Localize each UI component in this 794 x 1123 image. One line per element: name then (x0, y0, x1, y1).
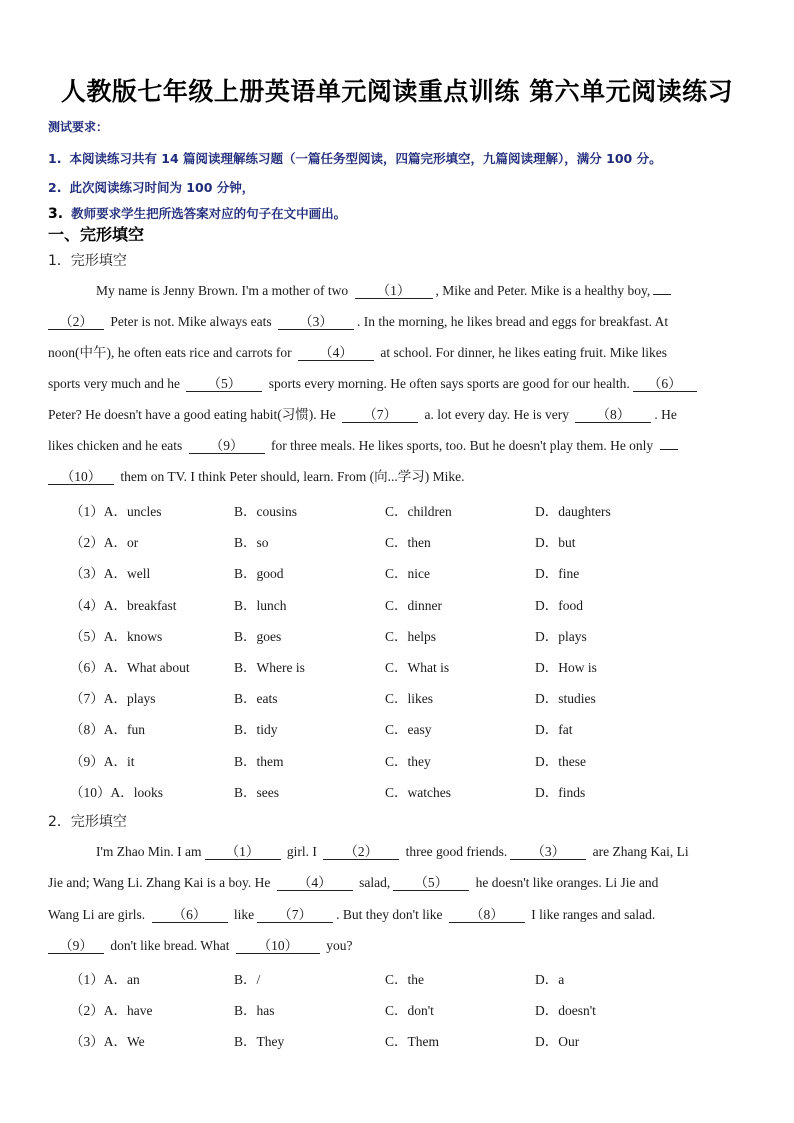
answer-blank[interactable]: （2） (323, 844, 399, 860)
passage-line (48, 906, 748, 924)
answer-blank[interactable]: （1） (355, 283, 433, 299)
answer-blank[interactable]: （5） (186, 376, 262, 392)
passage-text: . In the morning, he likes bread and eggs for breakfast. At (356, 314, 669, 329)
answer-blank[interactable]: （9） (48, 938, 104, 954)
option-a[interactable]: （7）A．plays (70, 691, 156, 706)
option-b[interactable]: B．goes (234, 629, 282, 644)
option-a[interactable]: （9）A．it (70, 754, 135, 769)
option-d[interactable]: D．daughters (535, 504, 611, 519)
option-d[interactable]: D．finds (535, 785, 586, 800)
option-b[interactable]: B．They (234, 1034, 285, 1049)
answer-blank[interactable]: （10） (48, 469, 114, 485)
passage-text: Jie and; Wang Li. Zhang Kai is a boy. He (48, 875, 274, 890)
answer-blank[interactable]: （6） (633, 376, 697, 392)
option-c[interactable]: C．likes (385, 691, 434, 706)
answer-blank[interactable]: （3） (510, 844, 586, 860)
options-row (70, 750, 760, 770)
answer-blank[interactable]: （2） (48, 314, 104, 330)
passage-text: for three meals. He likes sports, too. But he doesn't play them. He only (267, 438, 657, 453)
passage-text: like (230, 907, 255, 922)
option-a[interactable]: （2）A．or (70, 535, 139, 550)
requirement-item (48, 178, 254, 196)
passage-text: Wang Li are girls. (48, 907, 149, 922)
answer-blank[interactable] (660, 449, 678, 450)
option-d[interactable]: D．fat (535, 722, 573, 737)
answer-blank[interactable] (653, 294, 671, 295)
passage-text: a. lot every day. He is very (421, 407, 573, 422)
passage-text: sports very much and he (48, 376, 184, 391)
option-c[interactable]: C．nice (385, 566, 430, 581)
option-c[interactable]: C．Them (385, 1034, 439, 1049)
option-c[interactable]: C．the (385, 972, 424, 987)
passage-text: three good friends. (402, 844, 508, 859)
answer-blank[interactable]: （10） (236, 938, 320, 954)
option-b[interactable]: B．/ (234, 972, 261, 987)
passage-line (48, 406, 748, 424)
options-row (70, 594, 760, 614)
options-row (70, 531, 760, 551)
page-title: 人教版七年级上册英语单元阅读重点训练 第六单元阅读练习 (60, 77, 734, 106)
requirement-item (48, 149, 662, 167)
option-b[interactable]: B．sees (234, 785, 279, 800)
requirement-text: 此次阅读练习时间为 100 分钟， (69, 180, 255, 195)
passage-line (48, 282, 748, 300)
options-row (70, 968, 760, 988)
option-b[interactable]: B．lunch (234, 598, 287, 613)
passage-text: are Zhang Kai, Li (589, 844, 689, 859)
passage-line (48, 937, 748, 955)
passage-line (48, 843, 748, 861)
option-b[interactable]: B．cousins (234, 504, 298, 519)
passage-line (48, 375, 748, 393)
option-a[interactable]: （5）A．knows (70, 629, 163, 644)
options-row (70, 500, 760, 520)
option-d[interactable]: D．How is (535, 660, 597, 675)
requirement-text: 教师要求学生把所选答案对应的句子在文中画出。 (71, 206, 347, 221)
requirement-number: 3. (48, 206, 64, 222)
passage-text: Peter is not. Mike always eats (107, 314, 275, 329)
requirement-number: 1. (48, 151, 62, 166)
option-d[interactable]: D．fine (535, 566, 580, 581)
option-d[interactable]: D．but (535, 535, 576, 550)
options-row (70, 687, 760, 707)
passage-text: sports every morning. He often says sports are good for our health. (265, 376, 630, 391)
answer-blank[interactable]: （5） (393, 875, 469, 891)
option-d[interactable]: D．a (535, 972, 565, 987)
option-d[interactable]: D．Our (535, 1034, 580, 1049)
options-row (70, 1030, 760, 1050)
passage-text: don't like bread. What (107, 938, 233, 953)
answer-blank[interactable]: （7） (342, 407, 418, 423)
option-c[interactable]: C．dinner (385, 598, 442, 613)
question-label: 1．完形填空 (48, 253, 127, 269)
option-d[interactable]: D．food (535, 598, 583, 613)
answer-blank[interactable]: （3） (278, 314, 354, 330)
answer-blank[interactable]: （4） (298, 345, 374, 361)
answer-blank[interactable]: （7） (257, 907, 333, 923)
passage-text: noon(中午), he often eats rice and carrots for (48, 345, 296, 360)
passage-text: . But they don't like (336, 907, 446, 922)
option-d[interactable]: D．plays (535, 629, 587, 644)
answer-blank[interactable]: （9） (189, 438, 265, 454)
option-b[interactable]: B．tidy (234, 722, 278, 737)
option-a[interactable]: （8）A．fun (70, 722, 145, 737)
option-a[interactable]: （1）A．uncles (70, 504, 162, 519)
passage-text: girl. I (283, 844, 321, 859)
requirements-heading: 测试要求： (48, 120, 109, 134)
option-b[interactable]: B．Where is (234, 660, 305, 675)
section-heading: 一、完形填空 (48, 225, 145, 244)
answer-blank[interactable]: （8） (575, 407, 651, 423)
options-row (70, 625, 760, 645)
options-row (70, 781, 760, 801)
passage-text: likes chicken and he eats (48, 438, 186, 453)
passage-text: salad, (355, 875, 391, 890)
options-row (70, 999, 760, 1019)
option-a[interactable]: （3）A．well (70, 566, 151, 581)
option-a[interactable]: （3）A．We (70, 1034, 145, 1049)
option-c[interactable]: C．easy (385, 722, 432, 737)
passage-text: he doesn't like oranges. Li Jie and (472, 875, 659, 890)
option-a[interactable]: （4）A．breakfast (70, 598, 177, 613)
passage-text: I'm Zhao Min. I am (96, 844, 202, 859)
option-d[interactable]: D．doesn't (535, 1003, 596, 1018)
option-a[interactable]: （10）A．looks (70, 785, 164, 800)
option-c[interactable]: C．watches (385, 785, 451, 800)
passage-text: , Mike and Peter. Mike is a healthy boy, (435, 283, 651, 298)
option-b[interactable]: B．them (234, 754, 284, 769)
answer-blank[interactable]: （1） (205, 844, 281, 860)
answer-blank[interactable]: （4） (277, 875, 353, 891)
passage-text: them on TV. I think Peter should, learn. From (向...学习) Mike. (117, 469, 465, 484)
passage-line (48, 313, 748, 331)
option-c[interactable]: C．helps (385, 629, 437, 644)
requirement-number: 2. (48, 180, 62, 195)
option-b[interactable]: B．good (234, 566, 284, 581)
passage-text: Peter? He doesn't have a good eating habit(习惯). He (48, 407, 340, 422)
option-c[interactable]: C．don't (385, 1003, 434, 1018)
answer-blank[interactable]: （6） (152, 907, 228, 923)
passage-line (48, 874, 748, 892)
passage-text: at school. For dinner, he likes eating fruit. Mike likes (377, 345, 668, 360)
question-label: 2．完形填空 (48, 814, 127, 830)
passage-text: . He (654, 407, 677, 422)
option-c[interactable]: C．children (385, 504, 452, 519)
option-c[interactable]: C．then (385, 535, 431, 550)
options-row (70, 718, 760, 738)
passage-line (48, 468, 748, 486)
passage-text: you? (322, 938, 353, 953)
passage-line (48, 437, 748, 455)
option-a[interactable]: （2）A．have (70, 1003, 153, 1018)
option-c[interactable]: C．they (385, 754, 431, 769)
option-a[interactable]: （1）A．an (70, 972, 140, 987)
option-b[interactable]: B．has (234, 1003, 275, 1018)
options-row (70, 656, 760, 676)
passage-line (48, 344, 748, 362)
requirement-text: 本阅读练习共有 14 篇阅读理解练习题（一篇任务型阅读，四篇完形填空，九篇阅读理解），满分 100 分。 (69, 151, 662, 166)
requirement-item (48, 204, 346, 222)
option-d[interactable]: D．studies (535, 691, 596, 706)
option-a[interactable]: （6）A．What about (70, 660, 190, 675)
option-b[interactable]: B．eats (234, 691, 278, 706)
option-c[interactable]: C．What is (385, 660, 450, 675)
options-row (70, 562, 760, 582)
answer-blank[interactable]: （8） (449, 907, 525, 923)
option-b[interactable]: B．so (234, 535, 269, 550)
passage-text: My name is Jenny Brown. I'm a mother of two (96, 283, 352, 298)
passage-text: I like ranges and salad. (527, 907, 656, 922)
option-d[interactable]: D．these (535, 754, 586, 769)
